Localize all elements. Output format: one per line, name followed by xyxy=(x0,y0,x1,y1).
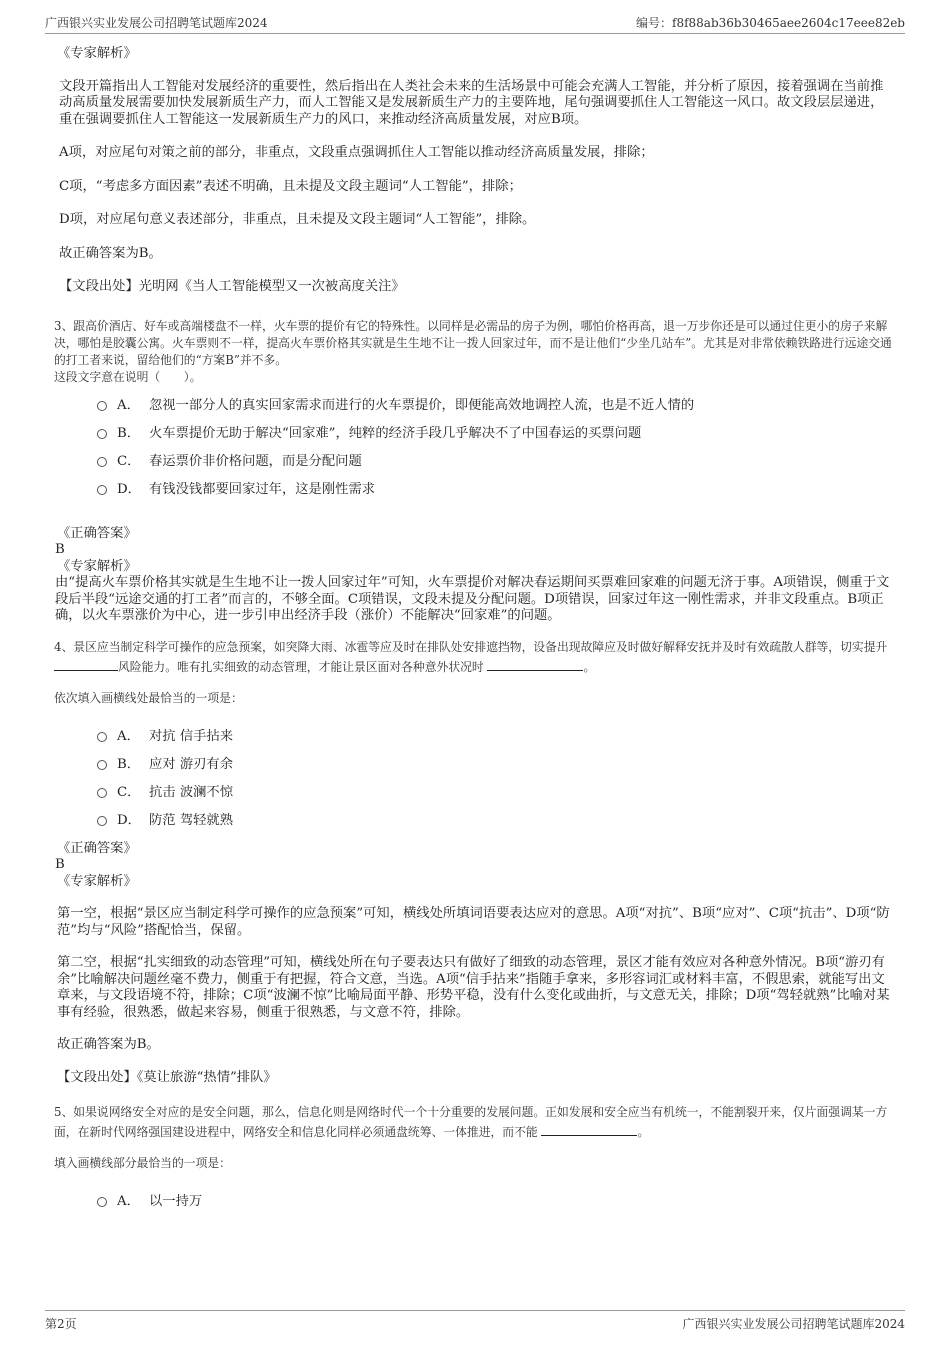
q4-option-a[interactable] xyxy=(57,723,895,751)
q3-option-a-text: 忽视一部分人的真实回家需求而进行的火车票提价，即便能高效地调控人流，也是不近人情的 xyxy=(149,397,695,413)
q3-stem: 3、跟高价酒店、好车或高端楼盘不一样，火车票的提价有它的特殊性。以同样是必需品的房子为例，哪怕价格再高，退一万步你还是可以通过住更小的房子来解决，哪怕是胶囊公寓。火车票则不一样，提高火车票价格其实就是生生地不让一拨人回家过年，而不是让他们“少坐几站车”。尤其是对非常依赖铁路进行远途交通的打工者来说，留给他们的“方案B”并不多。 xyxy=(54,318,892,367)
q2-analysis-para-2: A项，对应尾句对策之前的部分，非重点，文段重点强调抓住人工智能以推动经济高质量发展，排除； xyxy=(59,145,654,160)
q3-option-c[interactable] xyxy=(57,448,895,476)
radio-icon[interactable] xyxy=(97,816,107,826)
footer-title: 广西银兴实业发展公司招聘笔试题库2024 xyxy=(682,1317,905,1331)
q4-analysis-para-2: 第二空，根据“扎实细致的动态管理”可知，横线处所在句子要表达只有做好了细致的动态管理，景区才能有效应对各种意外情况。B项“游刃有余”比喻解决问题丝毫不费力，侧重于有把握，符合文意，当选。A项“信手拈来”指随手拿来，多形容词汇或材料丰富，不假思索，就能写出文章来，与文段语境不符，排除；C项“波澜不惊”比喻局面平静、形势平稳，没有什么变化或曲折，与文意无关，排除；D项“驾轻就熟”比喻对某事有经验，很熟悉，做起来容易，侧重于很熟悉，与文意不符，排除。 xyxy=(57,955,890,1020)
q5-blank-1 xyxy=(541,1123,637,1136)
q3-option-c-label: C． xyxy=(117,453,141,469)
q4-analysis-para-1: 第一空，根据“景区应当制定科学可操作的应急预案”可知，横线处所填词语要表达应对的意思。A项“对抗”、B项“应对”、C项“抗击”、D项“防范”均与“风险”搭配恰当，保留。 xyxy=(57,906,890,938)
radio-icon[interactable] xyxy=(97,788,107,798)
q4-option-b-label: B． xyxy=(117,756,141,772)
q5-options xyxy=(57,1188,895,1216)
radio-icon[interactable] xyxy=(97,760,107,770)
q3-option-a-label: A． xyxy=(117,397,140,413)
q3-options xyxy=(57,392,895,504)
q4-option-d-label: D． xyxy=(117,812,141,828)
q4-option-c-label: C． xyxy=(117,784,141,800)
q3-option-b[interactable] xyxy=(57,420,895,448)
radio-icon[interactable] xyxy=(97,401,107,411)
q4-stem-part-2: 风险能力。唯有扎实细致的动态管理，才能让景区面对各种意外状况时 xyxy=(118,659,484,674)
q4-blank-1 xyxy=(54,658,118,671)
q3-option-d[interactable] xyxy=(57,476,895,504)
header-title: 广西银兴实业发展公司招聘笔试题库2024 xyxy=(45,16,268,30)
q4-option-b-text: 应对 游刃有余 xyxy=(149,756,234,772)
q4-option-c-text: 抗击 波澜不惊 xyxy=(149,784,234,800)
q2-analysis-para-3: C项，“考虑多方面因素”表述不明确，且未提及文段主题词“人工智能”，排除； xyxy=(59,178,522,194)
page-content xyxy=(54,36,895,1216)
radio-icon[interactable] xyxy=(97,429,107,439)
q4-stem-part-3: 。 xyxy=(583,659,596,674)
q4-option-a-label: A． xyxy=(117,728,140,744)
q4-option-c[interactable] xyxy=(57,779,895,807)
q3-ask: 这段文字意在说明（ ）。 xyxy=(54,369,202,384)
q5-stem-part-1: 5、如果说网络安全对应的是安全问题，那么，信息化则是网络时代一个十分重要的发展问题。正如发展和安全应当有机统一，不能割裂开来，仅片面强调某一方面，在新时代网络强国建设进程中，网络安全和信息化同样必须通盘统筹、一体推进，而不能 xyxy=(54,1105,888,1139)
q4-stem xyxy=(54,637,895,677)
q3-answer-title: 《正确答案》 xyxy=(57,525,137,541)
q3-option-b-label: B． xyxy=(117,425,141,441)
footer-divider xyxy=(45,1310,905,1311)
q4-options xyxy=(57,723,895,835)
q5-stem xyxy=(54,1102,895,1142)
q4-option-d[interactable] xyxy=(57,807,895,835)
q4-option-a-text: 对抗 信手拈来 xyxy=(149,728,234,744)
q3-option-c-text: 春运票价非价格问题，而是分配问题 xyxy=(149,453,362,469)
q3-analysis: 由“提高火车票价格其实就是生生地不让一拨人回家过年”可知，火车票提价对解决春运期间买票难回家难的问题无济于事。A项错误，侧重于文段后半段“远途交通的打工者”而言的，不够全面。C项错误，文段未提及分配问题。D项错误，回家过年这一刚性需求，并非文段重点。B项正确，以火车票涨价为中心，进一步引申出经济手段（涨价）不能解决“回家难”的问题。 xyxy=(55,575,890,623)
q5-option-a[interactable] xyxy=(57,1188,895,1216)
q2-analysis-title: 《专家解析》 xyxy=(57,46,137,61)
q2-source: 【文段出处】光明网《当人工智能模型又一次被高度关注》 xyxy=(59,279,405,294)
q4-answer-title: 《正确答案》 xyxy=(57,840,137,856)
footer-page-number: 第2页 xyxy=(45,1317,77,1331)
q3-option-d-text: 有钱没钱都要回家过年，这是刚性需求 xyxy=(149,481,376,497)
q5-stem-part-2: 。 xyxy=(637,1125,650,1139)
page-footer xyxy=(0,1310,950,1345)
q5-option-a-label: A． xyxy=(117,1194,140,1209)
header-doc-id: 编号：f8f88ab36b30465aee2604c17eee82eb xyxy=(636,16,905,30)
page-header xyxy=(0,0,950,34)
q3-answer: B xyxy=(55,542,65,557)
q4-answer: B xyxy=(55,857,65,872)
q4-option-b[interactable] xyxy=(57,751,895,779)
q4-analysis-para-3: 故正确答案为B。 xyxy=(57,1037,160,1052)
q2-analysis-para-4: D项，对应尾句意义表述部分，非重点，且未提及文段主题词“人工智能”，排除。 xyxy=(59,212,536,227)
q3-option-d-label: D． xyxy=(117,481,141,497)
header-divider xyxy=(45,33,905,34)
q4-blank-2 xyxy=(487,658,583,671)
q4-option-d-text: 防范 驾轻就熟 xyxy=(149,812,234,828)
q4-source: 【文段出处】《莫让旅游“热情”排队》 xyxy=(57,1069,277,1085)
q4-ask: 依次填入画横线处最恰当的一项是： xyxy=(54,690,243,705)
q5-ask: 填入画横线部分最恰当的一项是： xyxy=(54,1156,231,1170)
q2-analysis-para-5: 故正确答案为B。 xyxy=(59,245,162,261)
radio-icon[interactable] xyxy=(97,1197,107,1207)
q3-analysis-title: 《专家解析》 xyxy=(57,558,137,574)
q3-option-b-text: 火车票提价无助于解决“回家难”，纯粹的经济手段几乎解决不了中国春运的买票问题 xyxy=(149,425,642,441)
q3-option-a[interactable] xyxy=(57,392,895,420)
radio-icon[interactable] xyxy=(97,457,107,467)
q4-analysis-title: 《专家解析》 xyxy=(57,873,137,889)
q5-option-a-text: 以一持万 xyxy=(149,1194,203,1209)
q2-analysis-para-1: 文段开篇指出人工智能对发展经济的重要性，然后指出在人类社会未来的生活场景中可能会充满人工智能，并分析了原因，接着强调在当前推动高质量发展需要加快发展新质生产力，而人工智能又是发展新质生产力的主要阵地，尾句强调要抓住人工智能这一风口。故文段层层递进，重在强调要抓住人工智能这一发展新质生产力的风口，来推动经济高质量发展，对应B项。 xyxy=(59,78,884,127)
q4-stem-part-1: 4、景区应当制定科学可操作的应急预案，如突降大雨、冰雹等应及时在排队处安排遮挡物，设备出现故障应及时做好解释安抚并及时有效疏散人群等，切实提升 xyxy=(54,639,888,654)
radio-icon[interactable] xyxy=(97,732,107,742)
radio-icon[interactable] xyxy=(97,485,107,495)
